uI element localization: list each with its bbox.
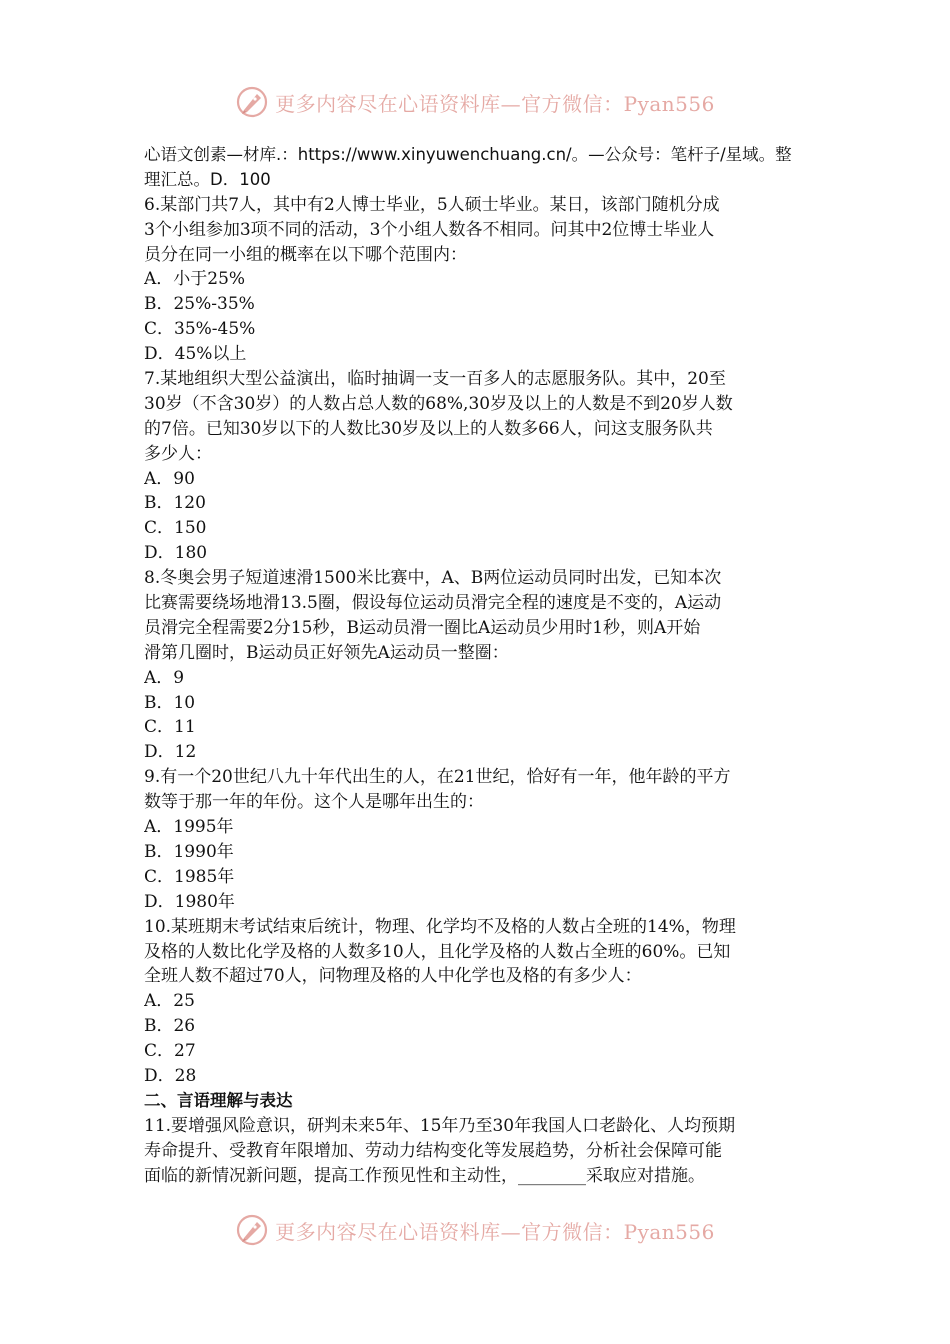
question-text-line: 多少人： [144,443,212,464]
intro-line-1: 心语文创素—材库.：https://www.xinyuwenchuang.cn/。—公众号：笔杆子/星域。整 [144,145,792,164]
question-text-line: 3个小组参加3项不同的活动，3个小组人数各不相同。问其中2位博士毕业人 [144,219,715,240]
option-c: C．150 [144,518,207,539]
option-b: B．26 [144,1016,196,1037]
question-text-line: 8.冬奥会男子短道速滑1500米比赛中，A、B两位运动员同时出发，已知本次 [144,568,722,589]
document-body [144,143,808,1188]
question-6 [144,193,808,367]
footer-banner [0,1210,950,1250]
option-b: B．120 [144,493,206,514]
question-text-line: 寿命提升、受教育年限增加、劳动力结构变化等发展趋势，分析社会保障可能 [144,1140,722,1161]
option-b: B．1990年 [144,841,234,862]
option-d: D．45%以上 [144,344,247,365]
question-text-line: 9.有一个20世纪八九十年代出生的人，在21世纪，恰好有一年，他年龄的平方 [144,767,731,788]
option-b: B．10 [144,692,196,713]
question-text-line: 30岁（不含30岁）的人数占总人数的68%,30岁及以上的人数是不到20岁人数 [144,393,733,414]
question-text-line: 数等于那一年的年份。这个人是哪年出生的： [144,792,484,813]
pen-nib-logo-icon [235,1213,269,1247]
option-b: B．25%-35% [144,294,255,315]
option-c: C．27 [144,1041,196,1062]
question-text-line: 全班人数不超过70人，问物理及格的人中化学也及格的有多少人： [144,966,642,987]
question-9 [144,765,808,914]
option-a: A．90 [144,468,195,489]
question-8 [144,566,808,765]
intro-line-2: 理汇总。D．100 [144,169,271,189]
question-10 [144,915,808,1089]
question-text-line: 滑第几圈时，B运动员正好领先A运动员一整圈： [144,642,509,663]
question-text-line: 10.某班期末考试结束后统计，物理、化学均不及格的人数占全班的14%，物理 [144,916,736,937]
header-banner-inner [235,85,715,119]
question-text-line: 7.某地组织大型公益演出，临时抽调一支一百多人的志愿服务队。其中，20至 [144,369,726,390]
footer-banner-text: 更多内容尽在心语资料库—官方微信：Pyan556 [275,1219,715,1244]
header-banner [0,82,950,122]
question-text-line: 面临的新情况新问题，提高工作预见性和主动性，________采取应对措施。 [144,1165,705,1186]
question-text-line: 员分在同一小组的概率在以下哪个范围内： [144,244,467,265]
option-d: D．180 [144,543,208,564]
question-text-line: 11.要增强风险意识，研判未来5年、15年乃至30年我国人口老龄化、人均预期 [144,1115,736,1136]
option-a: A．小于25% [144,269,246,290]
option-d: D．12 [144,742,197,763]
section-heading: 二、言语理解与表达 [144,1090,293,1110]
footer-banner-inner [235,1213,715,1247]
option-a: A．9 [144,667,185,688]
option-d: D．1980年 [144,891,235,912]
header-banner-text: 更多内容尽在心语资料库—官方微信：Pyan556 [275,91,715,116]
question-text-line: 6.某部门共7人，其中有2人博士毕业，5人硕士毕业。某日，该部门随机分成 [144,194,720,215]
option-c: C．35%-45% [144,319,256,340]
question-text-line: 的7倍。已知30岁以下的人数比30岁及以上的人数多66人，问这支服务队共 [144,418,713,439]
option-c: C．11 [144,717,196,738]
question-7 [144,367,808,566]
question-text-line: 员滑完全程需要2分15秒，B运动员滑一圈比A运动员少用时1秒，则A开始 [144,617,701,638]
question-11 [144,1114,808,1189]
option-c: C．1985年 [144,866,235,887]
question-text-line: 及格的人数比化学及格的人数多10人，且化学及格的人数占全班的60%。已知 [144,941,731,962]
pen-nib-logo-icon [235,85,269,119]
option-a: A．1995年 [144,817,234,838]
option-d: D．28 [144,1065,197,1086]
option-a: A．25 [144,991,195,1012]
question-text-line: 比赛需要绕场地滑13.5圈，假设每位运动员滑完全程的速度是不变的，A运动 [144,593,722,614]
